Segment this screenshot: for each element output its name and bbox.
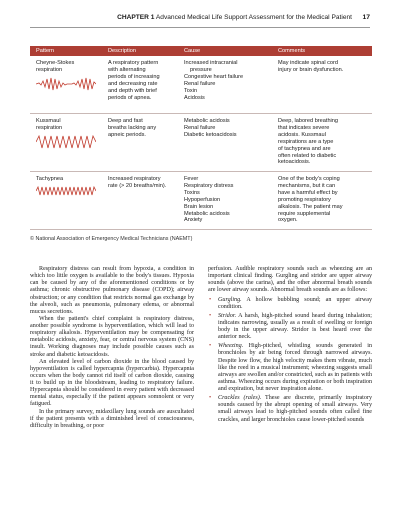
cheyne-stokes-waveform [36, 77, 96, 91]
comment-line: May indicate spinal cord [278, 60, 339, 66]
description-cell [102, 114, 178, 171]
sound-text: High-pitched, whistling sounds generated in bronchioles by air being forced through narrowed airways. Despite low flow, the high velocity makes them vibrate, much like the reed in a musical instrument; wheezing suggests small airways are swollen and/or constricted, such as in patients with asthma. Wheezing occurs during expiration or both inspiration and expiration, but never inspiration alone. [218, 343, 372, 392]
pattern-cell [30, 114, 102, 171]
comment-line: often related to diabetic [278, 152, 337, 159]
description-line: Deep and fast [108, 118, 143, 124]
description-line: A respiratory pattern [108, 60, 159, 66]
cause-line: Fever [184, 176, 199, 182]
body-paragraph: perfusion. Audible respiratory sounds such as wheezing are an important clinical finding. Gurgling and stridor are upper airway sounds (above the carina), and the other abnormal breath sounds are lower airway sounds. Abnormal breath sounds are as follows: [208, 266, 372, 294]
description-line: periods of apnea. [108, 94, 152, 101]
sound-term: Wheezing. [218, 343, 244, 350]
tachypnea-waveform [36, 186, 96, 196]
cause-line: Brain lesion [184, 203, 214, 210]
list-item [208, 395, 372, 424]
body-paragraph: In the primary survey, midaxillary lung sounds are auscultated if the patient presents with a diminished level of consciousness, difficulty in breathing, or poor [30, 408, 194, 429]
col-header-comments: Comments [278, 48, 306, 54]
cause-cell [178, 172, 272, 229]
bullet-icon: • [209, 296, 212, 303]
description-line: breaths lacking any [108, 124, 157, 131]
cause-line: Hypoperfusion [184, 196, 221, 203]
sound-term: Stridor. [218, 312, 237, 319]
pattern-name: respiration [36, 66, 63, 73]
description-line: rate (> 20 breaths/min). [108, 182, 167, 189]
cause-line: Increased intracranial [184, 60, 238, 66]
kussmaul-waveform [36, 135, 96, 149]
running-header [0, 14, 400, 26]
comment-line: promoting respiratory [278, 196, 331, 203]
description-line: apneic periods. [108, 131, 146, 138]
bullet-icon: • [209, 395, 212, 402]
cause-line: pressure [190, 66, 212, 73]
comment-line: require supplemental [278, 210, 331, 217]
pattern-name: respiration [36, 124, 63, 131]
description-cell [102, 56, 178, 113]
comment-line: injury or brain dysfunction. [278, 66, 344, 73]
pattern-name: Tachypnea [36, 176, 64, 182]
comment-line: ketoacidosis. [278, 159, 311, 166]
cause-line: Metabolic acidosis [184, 118, 230, 124]
comment-line: of tachypnea and are [278, 145, 331, 152]
comment-line: that indicates severe [278, 124, 330, 131]
comments-cell [272, 56, 372, 113]
cause-line: Toxin [184, 87, 198, 94]
cause-line: Metabolic acidosis [184, 210, 230, 217]
cause-line: Anxiety [184, 217, 203, 224]
sound-text: These are discrete, primarily inspiratory sounds caused by the abrupt opening of small airways. Very small airways lead to high-pitched sounds often called fine crackles, and larger bronchioles cause lower-pitched sounds [218, 395, 372, 423]
body-column-left [30, 266, 194, 430]
comment-line: mechanisms, but it can [278, 182, 336, 189]
description-line: and decreasing rate [108, 80, 158, 87]
header-rule [30, 27, 370, 28]
comment-line: oxygen. [278, 217, 298, 224]
description-line: Increased respiratory [108, 176, 161, 182]
cause-cell [178, 56, 272, 113]
list-item [208, 313, 372, 342]
pattern-name: Kussmaul [36, 118, 61, 124]
cause-line: Renal failure [184, 80, 216, 87]
description-line: periods of increasing [108, 73, 160, 80]
sound-text: A hollow bubbling sound; an upper airway condition. [218, 296, 372, 310]
chapter-title: Advanced Medical Life Support Assessment for the Medical Patient [155, 14, 352, 21]
page-number: 17 [362, 14, 370, 21]
description-cell [102, 172, 178, 229]
body-paragraph: Respiratory distress can result from hypoxia, a condition in which too little oxygen is available to the body's tissues. Hypoxia can be caused by any of the aforementioned conditions or by asthma; chronic obstructive pulmonary disease (COPD); airway obstruction; or any condition that restricts normal gas exchange by the alveoli, such as pneumonia, pulmonary edema, or abnormal mucus secretions. [30, 266, 194, 315]
description-line: with alternating [108, 66, 146, 73]
comment-line: have a harmful effect by [278, 189, 338, 196]
cause-line: Renal failure [184, 124, 216, 131]
sound-text: A harsh, high-pitched sound heard during inhalation; indicates narrowing, usually as a result of swelling or foreign body in the upper airway. Stridor is best heard over the anterior neck. [218, 312, 372, 341]
breath-sounds-list [208, 297, 372, 424]
sound-term: Crackles (rales). [218, 395, 262, 402]
cause-cell [178, 114, 272, 171]
breathing-patterns-table [30, 46, 372, 230]
pattern-cell [30, 56, 102, 113]
table-row-cheyne-stokes [30, 56, 372, 114]
comment-line: alkalosis. The patient may [278, 203, 343, 210]
pattern-name: Cheyne-Stokes [36, 60, 75, 66]
pattern-cell [30, 172, 102, 229]
comment-line: Deep, labored breathing [278, 118, 339, 124]
body-column-right [208, 266, 372, 426]
comment-line: respirations are a type [278, 138, 334, 145]
cause-line: Congestive heart failure [184, 73, 244, 80]
col-header-description: Description [108, 48, 136, 54]
bullet-icon: • [209, 312, 212, 319]
list-item [208, 343, 372, 393]
comment-line: One of the body's coping [278, 176, 340, 182]
list-item [208, 297, 372, 311]
chapter-label: CHAPTER 1 [117, 14, 155, 21]
table-row-kussmaul [30, 114, 372, 172]
comments-cell [272, 172, 372, 229]
cause-line: Toxins [184, 189, 200, 196]
table-header [30, 46, 372, 56]
col-header-cause: Cause [184, 48, 201, 54]
comments-cell [272, 114, 372, 171]
bullet-icon: • [209, 343, 212, 350]
cause-line: Respiratory distress [184, 182, 234, 189]
body-paragraph: When the patient's chief complaint is respiratory distress, another possible syndrome is hyperventilation, which will lead to respiratory alkalosis. Hyperventilation may be compensating for metabolic acidosis, anxiety, fear, or central nervous system (CNS) insult. Working diagnoses may include possible causes such as stroke and diabetic ketoacidosis. [30, 315, 194, 358]
comment-line: acidosis. Kussmaul [278, 131, 326, 138]
cause-line: Acidosis [184, 94, 205, 101]
body-paragraph: An elevated level of carbon dioxide in the blood caused by hypoventilation is called hypercapnia (hypercarbia). Hypercapnia occurs when the body cannot rid itself of carbon dioxide, causing it to build up in the bloodstream, leading to respiratory failure. Hypercapnia should be considered in every patient with decreased mental status, especially if the patient appears somnolent or very fatigued. [30, 358, 194, 408]
table-row-tachypnea [30, 172, 372, 230]
cause-line: Diabetic ketoacidosis [184, 131, 237, 138]
table-credit: © National Association of Emergency Medical Technicians (NAEMT) [30, 236, 193, 242]
col-header-pattern: Pattern [36, 48, 55, 54]
chapter-heading [117, 14, 352, 21]
description-line: and depth with brief [108, 87, 157, 94]
sound-term: Gurgling. [218, 296, 242, 303]
